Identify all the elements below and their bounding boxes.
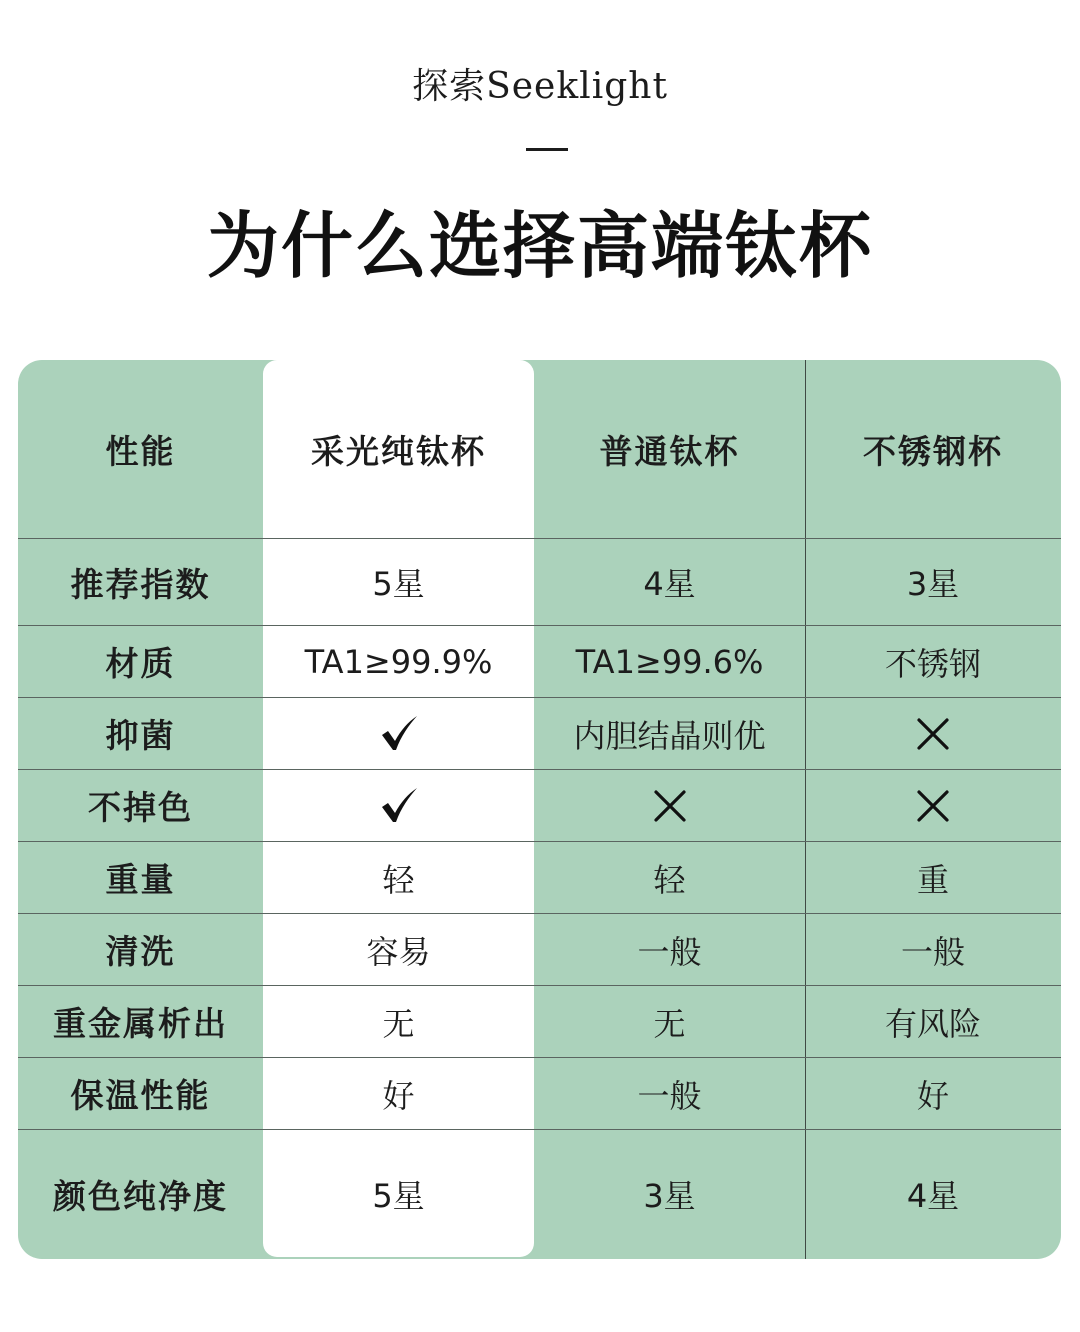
cell-seeklight — [263, 770, 534, 841]
cell-regular-titanium: 轻 — [653, 860, 686, 899]
title-divider — [526, 148, 568, 151]
header-cell-property: 性能 — [105, 431, 176, 471]
cross-icon — [650, 786, 690, 826]
cross-icon — [913, 786, 953, 826]
cell-regular-titanium: 内胆结晶则优 — [573, 716, 766, 755]
table-row — [18, 842, 1061, 914]
row-label: 不掉色 — [88, 788, 193, 827]
comparison-table — [18, 360, 1061, 1259]
table-row — [18, 698, 1061, 770]
cell-stainless-steel: 一般 — [900, 932, 965, 971]
brand-name: 探索Seeklight — [412, 66, 668, 107]
cell-stainless-steel: 重 — [916, 860, 949, 899]
table-row — [18, 770, 1061, 842]
cell-stainless-steel: 不锈钢 — [884, 644, 981, 683]
cell-regular-titanium: 4星 — [643, 565, 696, 603]
table-row — [18, 626, 1061, 698]
cell-regular-titanium — [534, 770, 805, 841]
cell-seeklight: 5星 — [372, 1177, 425, 1215]
header-cell-stainless-steel: 不锈钢杯 — [863, 431, 1003, 471]
cell-stainless-steel: 4星 — [906, 1177, 960, 1215]
row-label: 推荐指数 — [70, 564, 211, 604]
cell-seeklight: TA1≥99.9% — [304, 642, 493, 681]
cell-stainless-steel — [805, 698, 1061, 769]
table-header-row — [18, 360, 1061, 539]
cell-stainless-steel — [805, 770, 1061, 841]
cell-regular-titanium: 3星 — [643, 1177, 696, 1215]
cell-regular-titanium: 无 — [653, 1004, 686, 1043]
cell-seeklight: 容易 — [366, 932, 431, 971]
check-icon — [379, 786, 419, 826]
cell-seeklight: 无 — [382, 1004, 415, 1043]
cell-seeklight: 轻 — [382, 860, 415, 899]
cell-seeklight: 5星 — [372, 565, 425, 603]
cell-stainless-steel: 有风险 — [884, 1004, 981, 1043]
table-row — [18, 539, 1061, 626]
row-label: 抑菌 — [105, 716, 176, 755]
table-row — [18, 1058, 1061, 1130]
table-row — [18, 986, 1061, 1058]
cell-stainless-steel: 3星 — [906, 565, 960, 603]
cell-seeklight: 好 — [382, 1076, 415, 1115]
cell-regular-titanium: 一般 — [637, 1076, 702, 1115]
row-label: 重金属析出 — [53, 1004, 228, 1043]
row-label: 材质 — [105, 644, 176, 683]
header-cell-regular-titanium: 普通钛杯 — [599, 431, 740, 471]
row-label: 颜色纯净度 — [53, 1176, 228, 1216]
page-title: 为什么选择高端钛杯 — [206, 203, 873, 288]
row-label: 保温性能 — [70, 1076, 211, 1115]
row-label: 清洗 — [105, 932, 176, 971]
cell-stainless-steel: 好 — [916, 1076, 949, 1115]
row-label: 重量 — [105, 860, 176, 899]
cross-icon — [913, 714, 953, 754]
header-cell-seeklight: 采光纯钛杯 — [311, 431, 486, 471]
cell-seeklight — [263, 698, 534, 769]
check-icon — [379, 714, 419, 754]
cell-regular-titanium: 一般 — [637, 932, 702, 971]
table-row — [18, 914, 1061, 986]
table-row — [18, 1130, 1061, 1258]
cell-regular-titanium: TA1≥99.6% — [575, 642, 764, 681]
